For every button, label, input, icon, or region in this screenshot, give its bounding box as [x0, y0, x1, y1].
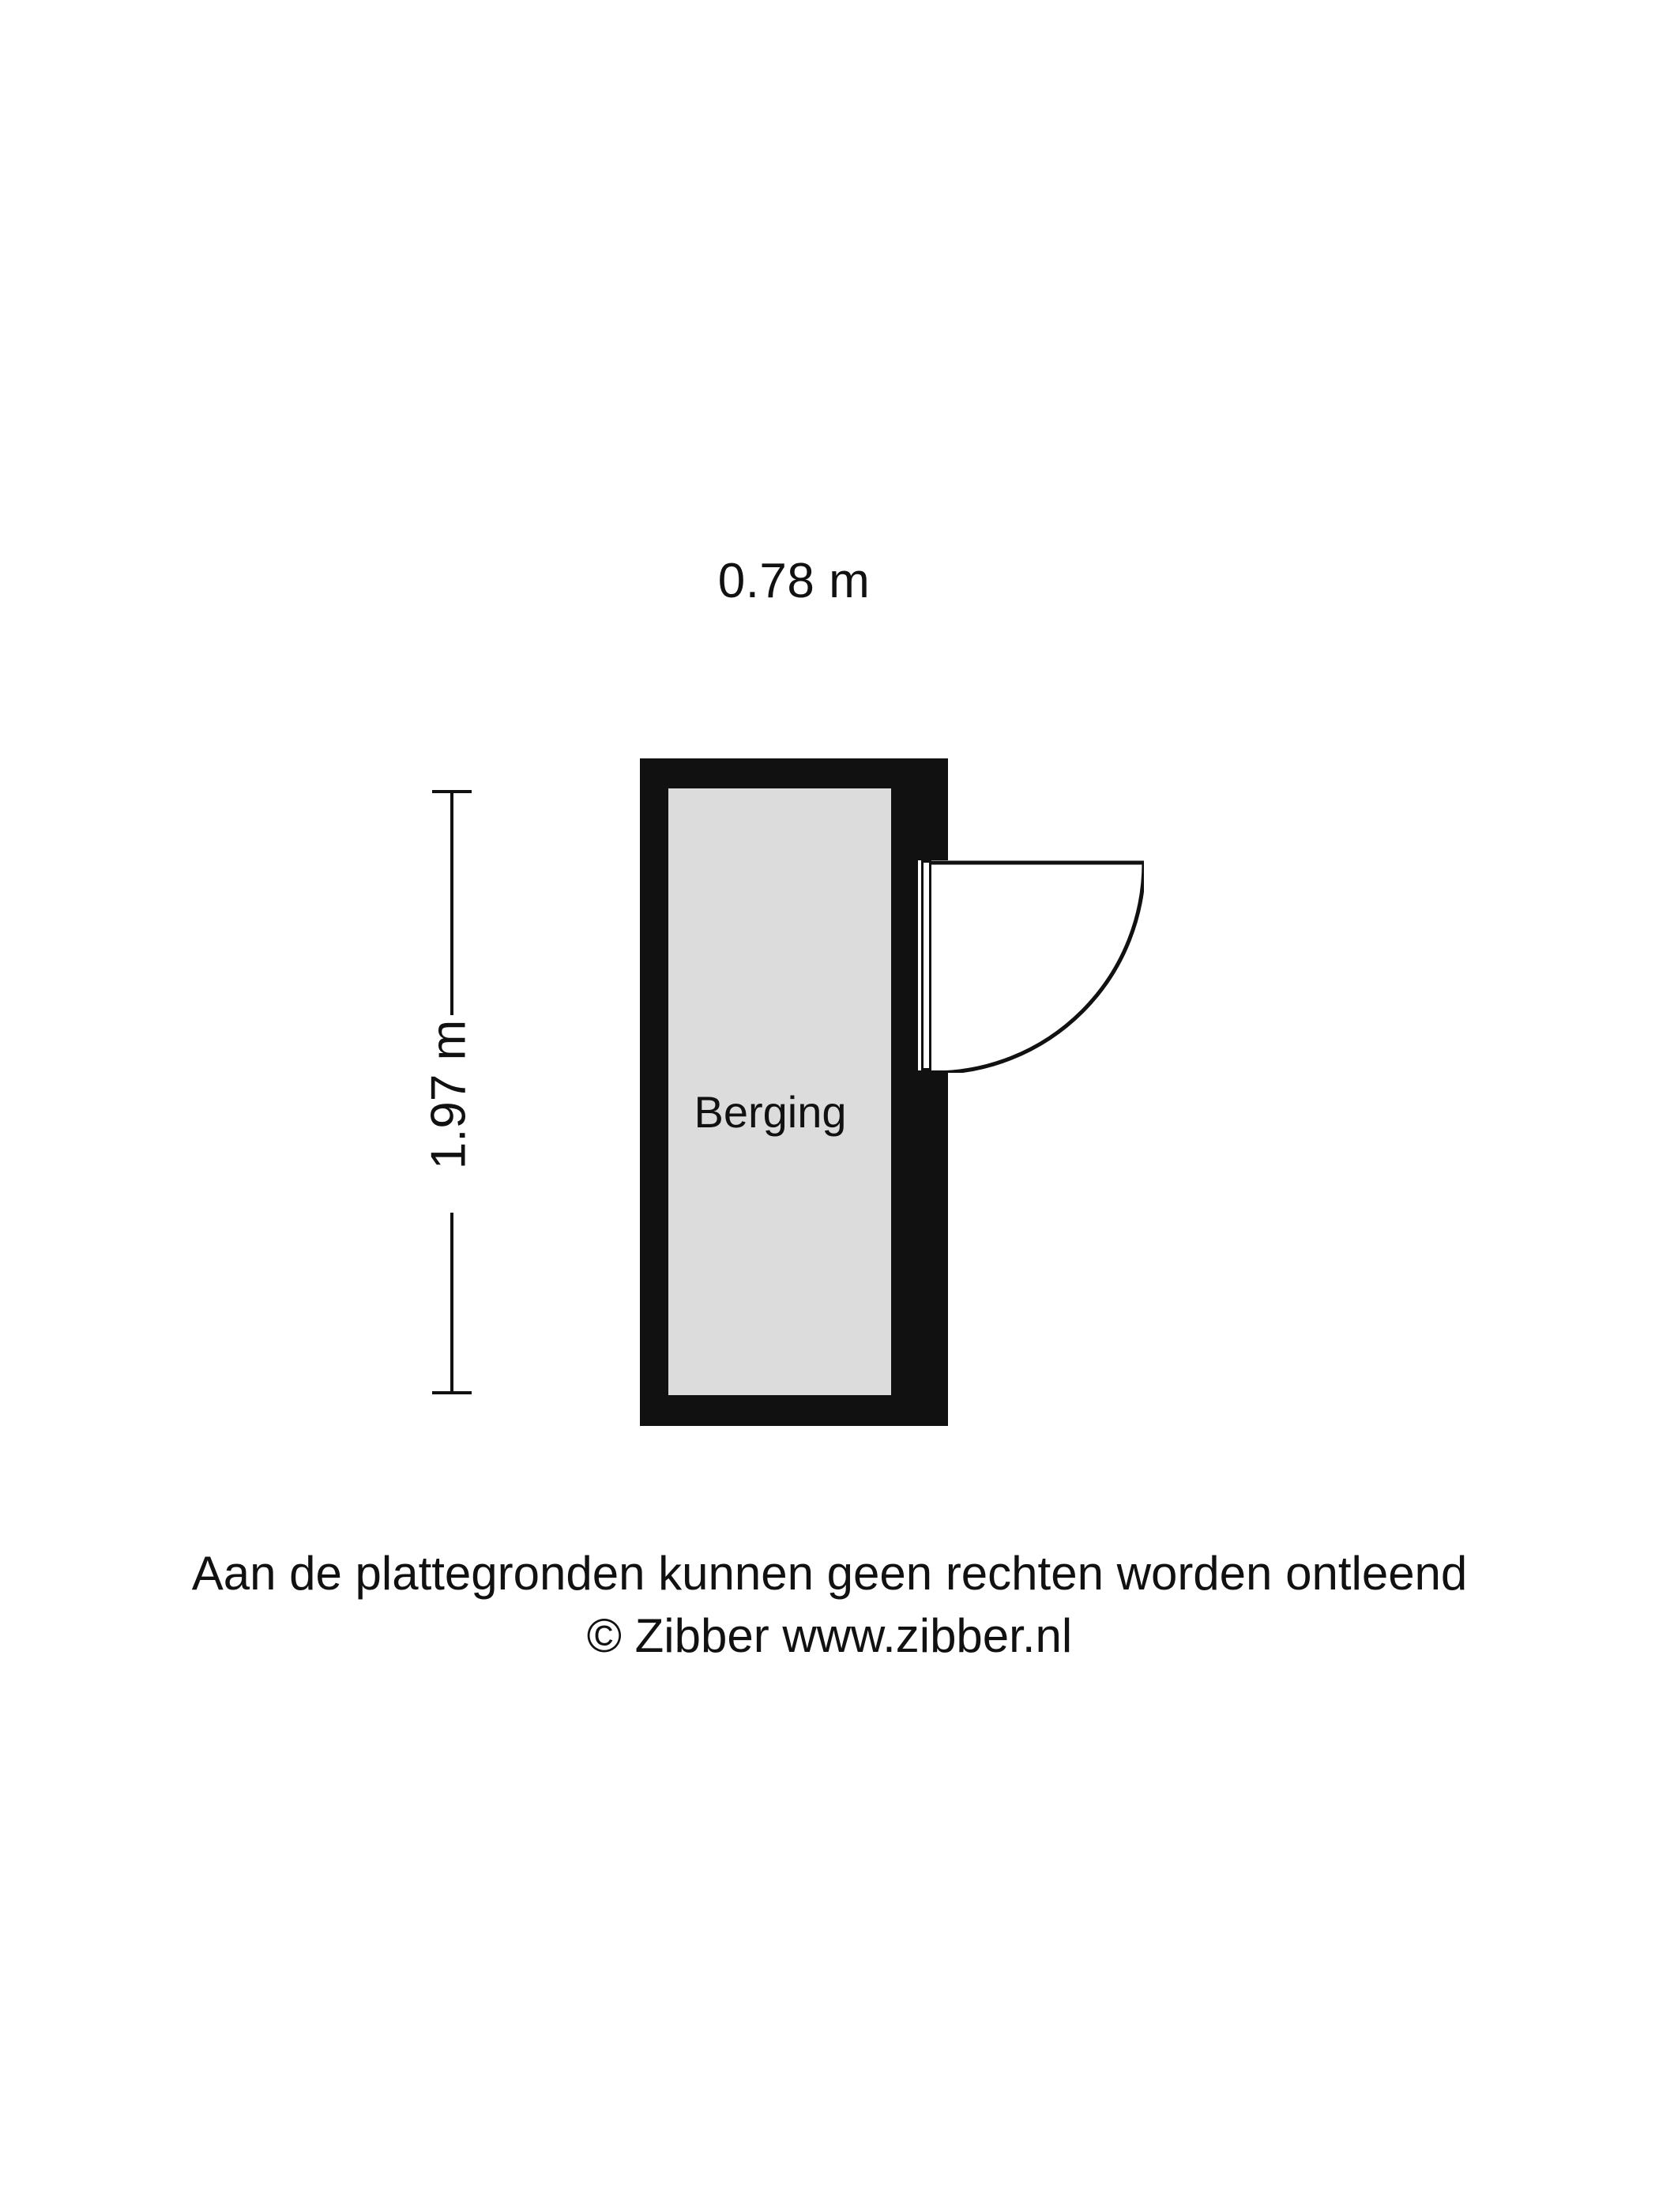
- floorplan-drawing: [640, 758, 948, 1426]
- height-dimension-value: 1.97 m: [421, 1019, 476, 1170]
- footer-disclaimer: Aan de plattegronden kunnen geen rechten worden ontleend: [191, 1547, 1468, 1600]
- door-swing-arc: [929, 858, 1144, 1073]
- footer: [0, 1544, 1659, 1665]
- room-name-label: Berging: [694, 1087, 847, 1137]
- height-dimension-tick-top: [432, 790, 472, 793]
- width-dimension-label: [0, 553, 1659, 609]
- height-dimension-tick-bottom: [432, 1391, 472, 1394]
- height-dimension: [411, 758, 537, 1426]
- footer-copyright: © Zibber www.zibber.nl: [586, 1609, 1073, 1663]
- width-dimension-value: 0.78 m: [717, 554, 871, 608]
